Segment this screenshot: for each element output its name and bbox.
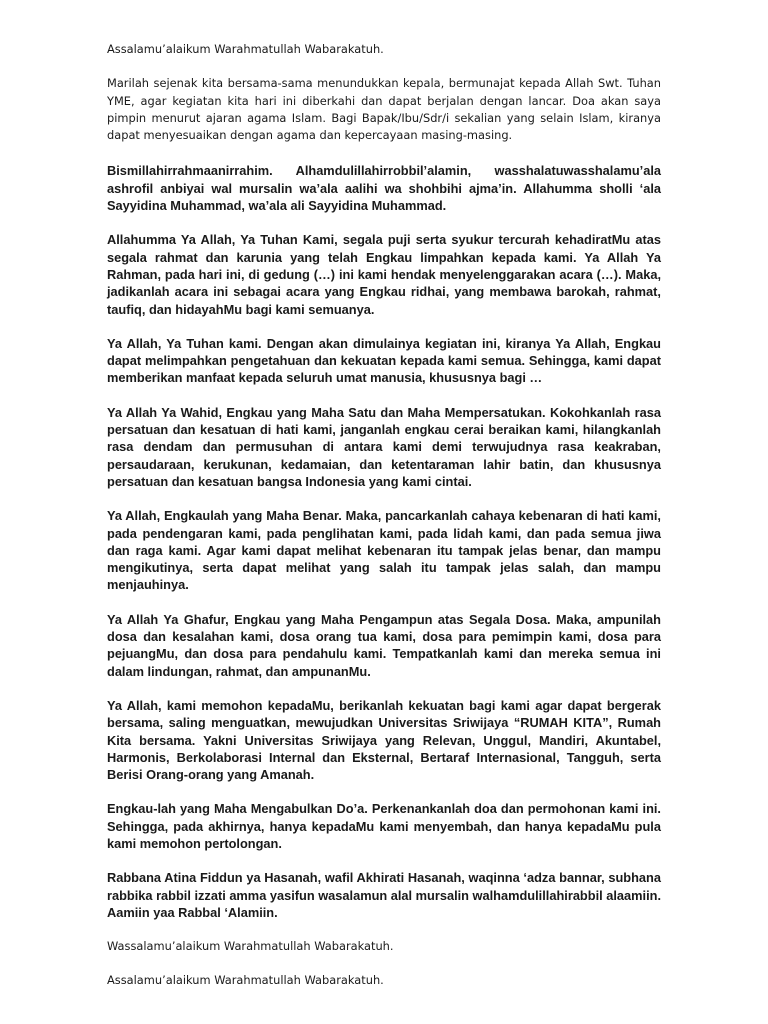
invitation-paragraph: Marilah sejenak kita bersama-sama menundukkan kepala, bermunajat kepada Allah Swt. Tuhan YME, agar kegiatan kita hari ini diberkahi dan dapat berjalan dengan lancar. Doa akan saya pimpin menurut ajaran agama Islam. Bagi Bapak/Ibu/Sdr/i sekalian yang selain Islam, kiranya dapat menyesuaikan dengan agama dan kepercayaan masing-masing. <box>107 76 661 143</box>
prayer-opening-paragraph: Bismillahirrahmaanirrahim. Alhamdulillahirrobbil’alamin, wasshalatuwasshalamu’ala ashrofil anbiyai wal mursalin wa’ala aalihi wa shohbihi ajma’in. Allahumma sholli ‘ala Sayyidina Muhammad, wa’ala ali Sayyidina Muhammad. <box>107 163 661 214</box>
prayer-acceptance-paragraph: Engkau-lah yang Maha Mengabulkan Do’a. Perkenankanlah doa dan permohonan kami ini. Sehingga, pada akhirnya, hanya kepadaMu kami menyembah, dan hanya kepadaMu pula kami memohon pertolongan. <box>107 801 661 851</box>
prayer-truth-paragraph: Ya Allah, Engkaulah yang Maha Benar. Maka, pancarkanlah cahaya kebenaran di hati kami, pada pendengaran kami, pada penglihatan kami, pada lidah kami, dan pada semua jiwa dan raga kami. Agar kami dapat melihat kebenaran itu tampak jelas benar, dan mampu mengikutinya, serta dapat melihat yang salah itu tampak jelas salah, dan mampu menjauhinya. <box>107 508 661 593</box>
trailing-greeting: Assalamu’alaikum Warahmatullah Wabarakatuh. <box>107 973 384 988</box>
prayer-closing-paragraph: Rabbana Atina Fiddun ya Hasanah, wafil Akhirati Hasanah, waqinna ‘adza bannar, subhana rabbika rabbil izzati amma yasifun wasalamun alal mursalin walhamdulillahirabbil alaamiin. Aamiin yaa Rabbal ‘Alamiin. <box>107 870 662 920</box>
prayer-unity-paragraph: Ya Allah Ya Wahid, Engkau yang Maha Satu dan Maha Mempersatukan. Kokohkanlah rasa persatuan dan kesatuan di hati kami, janganlah engkau cerai beraikan kami, hilangkanlah rasa dendam dan permusuhan di antara kami demi terwujudnya rasa keakraban, persaudaraan, kerukunan, kedamaian, dan ketentaraman lahir batin, dan khususnya persatuan dan kesatuan bangsa Indonesia yang kami cintai. <box>107 404 661 489</box>
prayer-gratitude-paragraph: Allahumma Ya Allah, Ya Tuhan Kami, segala puji serta syukur tercurah kehadiratMu atas segala rahmat dan karunia yang telah Engkau limpahkan kepada kami. Ya Allah Ya Rahman, pada hari ini, di gedung (…) ini kami hendak menyelenggarakan acara (…). Maka, jadikanlah acara ini sebagai acara yang Engkau ridhai, yang membawa barokah, rahmat, taufiq, dan hidayahMu bagi kami semuanya. <box>107 232 661 317</box>
prayer-knowledge-paragraph: Ya Allah, Ya Tuhan kami. Dengan akan dimulainya kegiatan ini, kiranya Ya Allah, Engkau dapat melimpahkan pengetahuan dan kekuatan kepada kami semua. Sehingga, kami dapat memberikan manfaat kepada seluruh umat manusia, khususnya bagi … <box>107 335 661 386</box>
closing-greeting: Wassalamu’alaikum Warahmatullah Wabarakatuh. <box>107 939 394 954</box>
document-page <box>107 41 661 1007</box>
opening-greeting: Assalamu’alaikum Warahmatullah Wabarakatuh. <box>107 42 384 56</box>
prayer-forgiveness-paragraph: Ya Allah Ya Ghafur, Engkau yang Maha Pengampun atas Segala Dosa. Maka, ampunilah dosa dan kesalahan kami, dosa orang tua kami, dosa para pemimpin kami, dosa para pejuangMu, dan dosa para pendahulu kami. Tempatkanlah kami dan mereka semua ini dalam lindungan, rahmat, dan ampunanMu. <box>107 611 661 679</box>
prayer-university-paragraph: Ya Allah, kami memohon kepadaMu, berikanlah kekuatan bagi kami agar dapat bergerak bersama, saling menguatkan, mewujudkan Universitas Sriwijaya “RUMAH KITA”, Rumah Kita bersama. Yakni Universitas Sriwijaya yang Relevan, Unggul, Mandiri, Akuntabel, Harmonis, Berkolaborasi Internal dan Eksternal, Bertaraf Internasional, Tangguh, serta Berisi Orang-orang yang Amanah. <box>107 697 661 783</box>
